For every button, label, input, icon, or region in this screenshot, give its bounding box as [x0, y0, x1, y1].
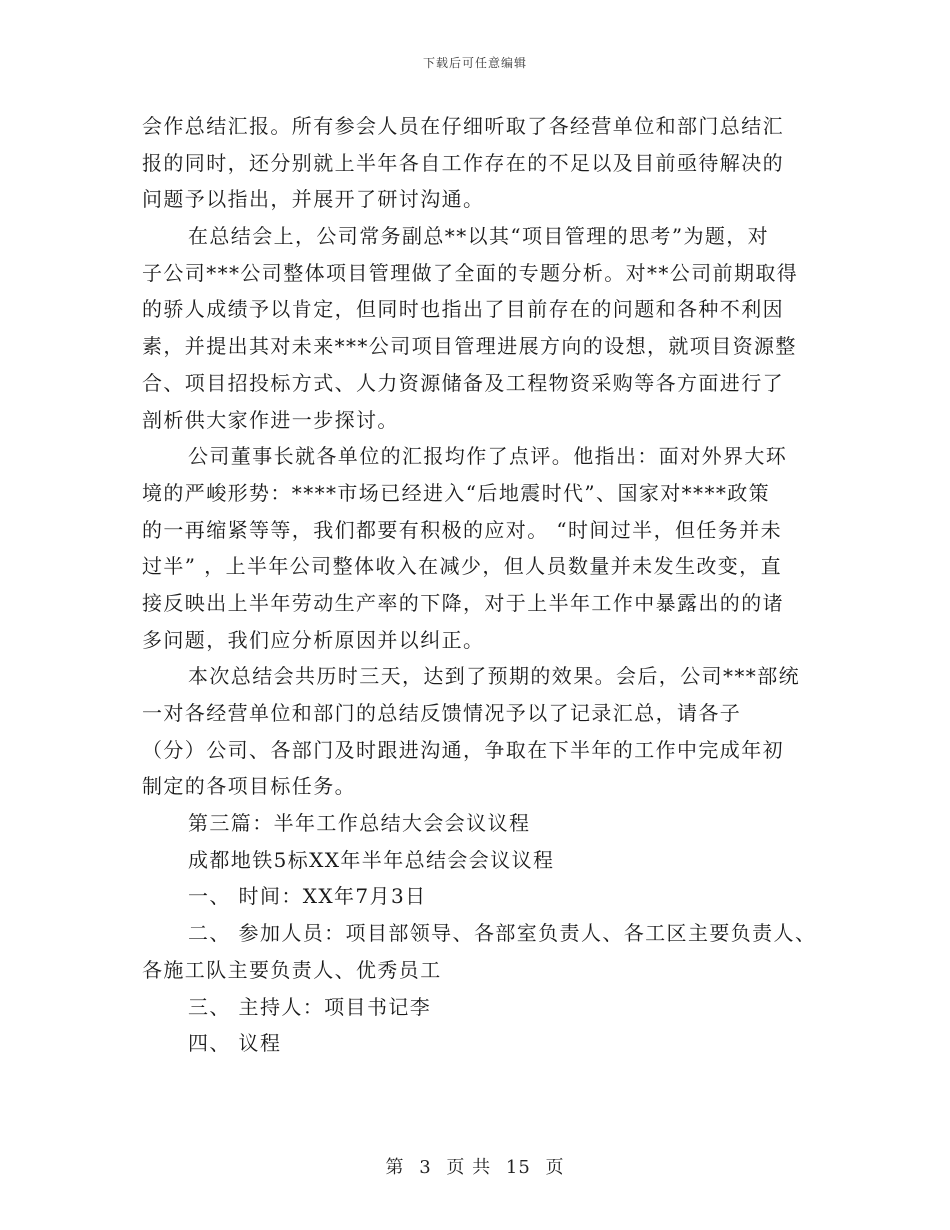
text-line: 二、 参加人员：项目部领导、各部室负责人、各工区主要负责人、 [188, 921, 817, 946]
text-line: 子公司***公司整体项目管理做了全面的专题分析。对**公司前期取得 [142, 260, 799, 285]
text-line: 制定的各项目标任务。 [142, 774, 356, 799]
footer-page-number: 3 [419, 1157, 432, 1178]
text-line: 境的严峻形势：****市场已经进入“后地震时代”、国家对****政策 [142, 480, 771, 505]
footer-middle: 页 共 [446, 1157, 492, 1178]
text-line: 接反映出上半年劳动生产率的下降，对于上半年工作中暴露出的的诸 [142, 590, 784, 615]
text-line: 合、项目招投标方式、人力资源储备及工程物资采购等各方面进行了 [142, 370, 784, 395]
text-line: （分）公司、各部门及时跟进沟通，争取在下半年的工作中完成年初 [142, 737, 784, 762]
text-line: 会作总结汇报。所有参会人员在仔细听取了各经营单位和部门总结汇 [142, 114, 784, 138]
text-line: 成都地铁5标XX年半年总结会会议议程 [188, 847, 555, 872]
text-line: 公司董事长就各单位的汇报均作了点评。他指出：面对外界大环 [188, 444, 788, 469]
text-line: 一、 时间：XX年7月3日 [188, 884, 427, 909]
text-line: 报的同时，还分别就上半年各自工作存在的不足以及目前亟待解决的 [142, 150, 784, 175]
page-footer [0, 1153, 950, 1179]
footer-total-pages: 15 [505, 1157, 531, 1178]
text-line: 素，并提出其对未来***公司项目管理进展方向的设想，就项目资源整 [142, 334, 797, 359]
text-line: 剖析供大家作进一步探讨。 [142, 407, 399, 432]
text-line: 第三篇：半年工作总结大会会议议程 [188, 811, 531, 836]
text-line: 的骄人成绩予以肯定，但同时也指出了目前存在的问题和各种不利因 [142, 297, 784, 322]
footer-prefix: 第 [385, 1157, 405, 1178]
page-header: 下载后可任意编辑 [422, 56, 527, 70]
text-line: 本次总结会共历时三天，达到了预期的效果。会后，公司***部统 [188, 664, 800, 689]
footer-suffix: 页 [545, 1157, 565, 1178]
text-line: 各施工队主要负责人、优秀员工 [142, 957, 442, 982]
text-line: 三、 主持人：项目书记李 [188, 994, 432, 1019]
text-line: 的一再缩紧等等，我们都要有积极的应对。 “时间过半，但任务并未 [142, 517, 782, 542]
body-text [142, 108, 817, 1062]
text-line: 问题予以指出，并展开了研讨沟通。 [142, 187, 485, 212]
text-line: 四、 议程 [188, 1031, 282, 1056]
text-line: 一对各经营单位和部门的总结反馈情况予以了记录汇总，请各子 [142, 701, 742, 725]
text-line: 多问题，我们应分析原因并以纠正。 [142, 627, 485, 652]
text-line: 在总结会上，公司常务副总**以其“项目管理的思考”为题，对 [188, 224, 770, 249]
text-line: 过半” ，上半年公司整体收入在减少，但人员数量并未发生改变，直 [142, 554, 782, 579]
